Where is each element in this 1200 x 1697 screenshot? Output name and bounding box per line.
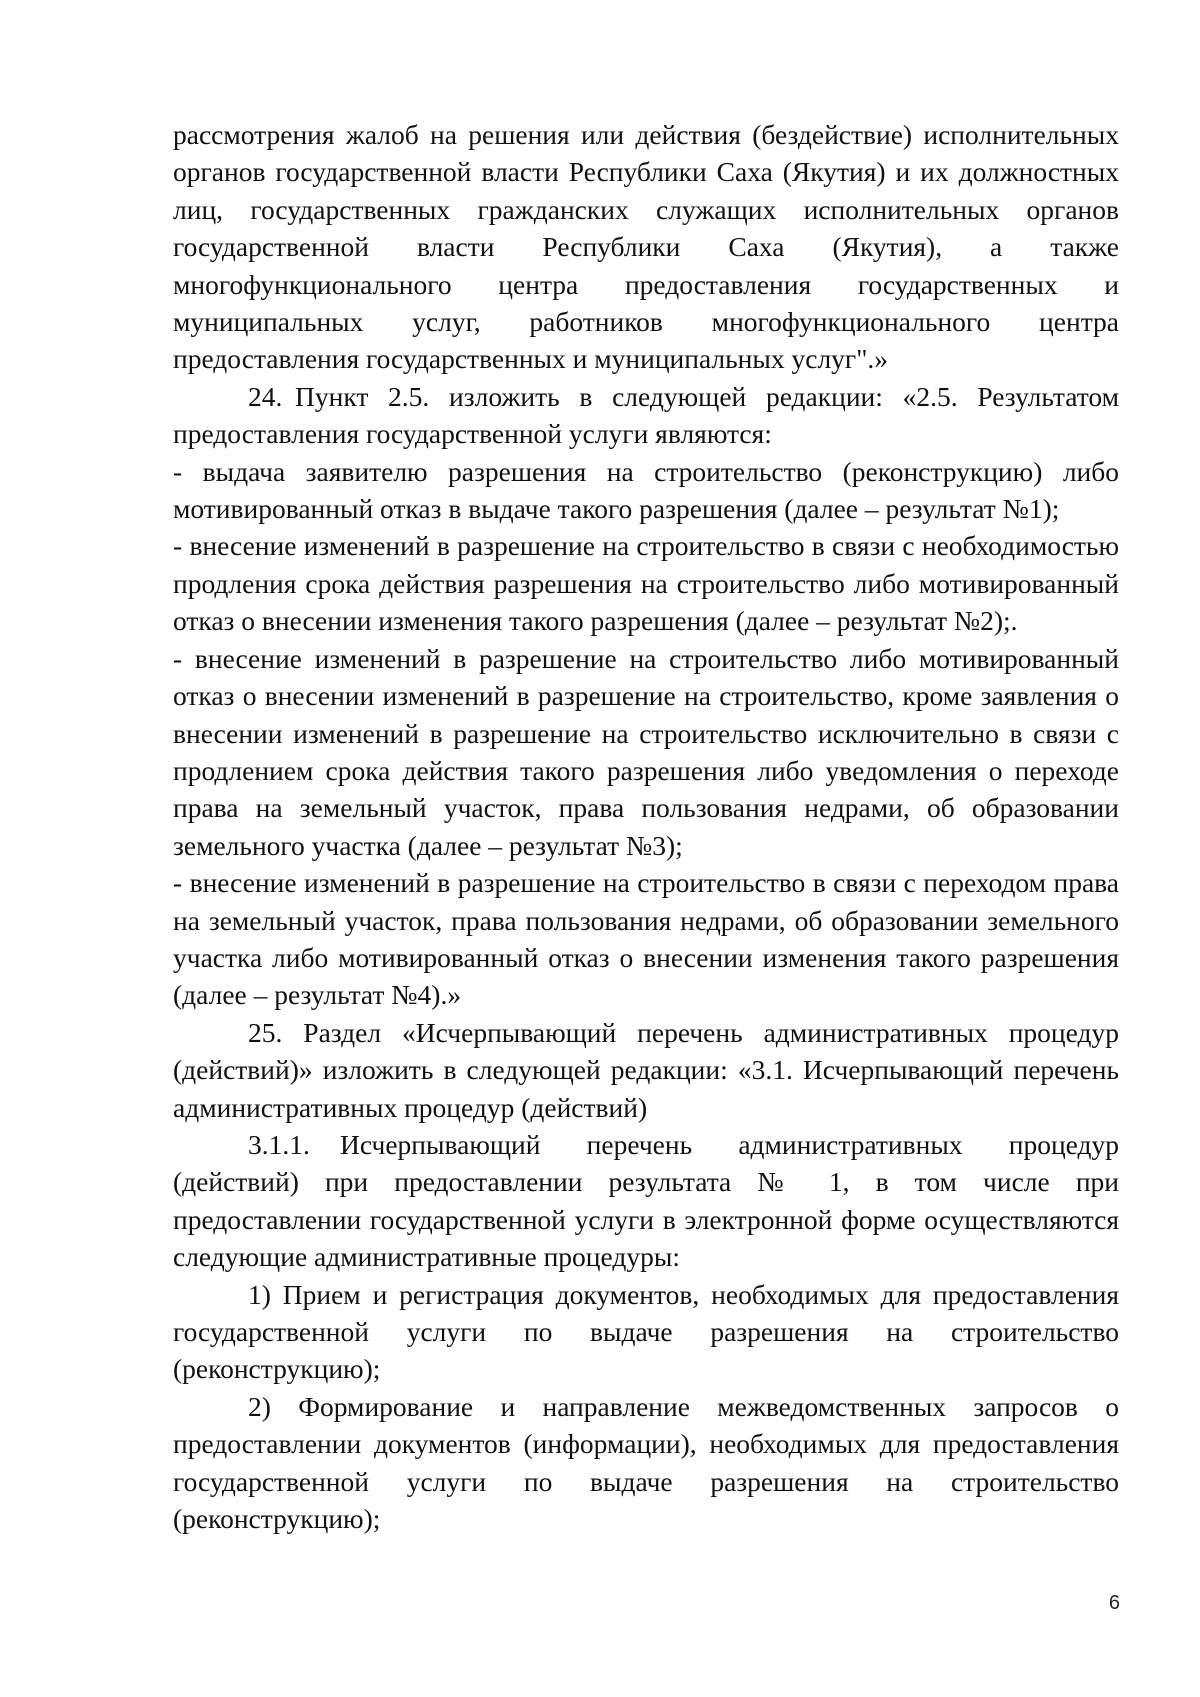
item-311-text: Исчерпывающий перечень административных процедур (действий) при предоставлении результата № 1, в том числе при предоставлении государственной услуги в электронной форме осуществляются следующие административные процедуры: [173, 1128, 1119, 1273]
paragraph-procedure-1: 1) Прием и регистрация документов, необходимых для предоставления государственной услуги по выдаче разрешения на строительство (реконструкцию); [173, 1278, 1119, 1385]
item-number-311: 3.1.1. [248, 1128, 310, 1160]
paragraph-procedure-2: 2) Формирование и направление межведомственных запросов о предоставлении документов (информации), необходимых для предоставления государственной услуги по выдаче разрешения на строительство (реконструкцию); [173, 1390, 1119, 1535]
paragraph-complaints-continuation: рассмотрения жалоб на решения или действия (бездействие) исполнительных органов государственной власти Республики Саха (Якутия) и их должностных лиц, государственных гражданских служащих исполнительных органов государственной власти Республики Саха (Якутия), а также многофункционального центра предоставления государственных и муниципальных услуг, работников многофункционального центра предоставления государственных и муниципальных услуг".» [173, 119, 1119, 375]
paragraph-item-311 [173, 1126, 1119, 1276]
paragraph-result-1: - выдача заявителю разрешения на строительство (реконструкцию) либо мотивированный отказ в выдаче такого разрешения (далее – результат №1); [173, 455, 1119, 525]
paragraph-item-24 [173, 378, 1119, 453]
paragraph-result-4: - внесение изменений в разрешение на строительство в связи с переходом права на земельный участок, права пользования недрами, об образовании земельного участка либо мотивированный отказ о внесении изменения такого разрешения (далее – результат №4).» [173, 867, 1119, 1011]
paragraph-result-2: - внесение изменений в разрешение на строительство в связи с необходимостью продления срока действия разрешения на строительство либо мотивированный отказ о внесении изменения такого разрешения (далее – результат №2);. [173, 530, 1119, 637]
item-24-text: Пункт 2.5. изложить в следующей редакции: «2.5. Результатом предоставления государственной услуги являются: [173, 380, 1119, 450]
paragraph-item-25: 25. Раздел «Исчерпывающий перечень административных процедур (действий)» изложить в следующей редакции: «3.1. Исчерпывающий перечень административных процедур (действий) [173, 1016, 1119, 1123]
page-number: 6 [1108, 1592, 1120, 1614]
document-page [173, 116, 1119, 1537]
paragraph-result-3: - внесение изменений в разрешение на строительство либо мотивированный отказ о внесении изменений в разрешение на строительство, кроме заявления о внесении изменений в разрешение на строительство исключительно в связи с продлением срока действия такого разрешения либо уведомления о переходе права на земельный участок, права пользования недрами, об образовании земельного участка (далее – результат №3); [173, 642, 1119, 861]
item-number-24: 24. [248, 380, 283, 412]
